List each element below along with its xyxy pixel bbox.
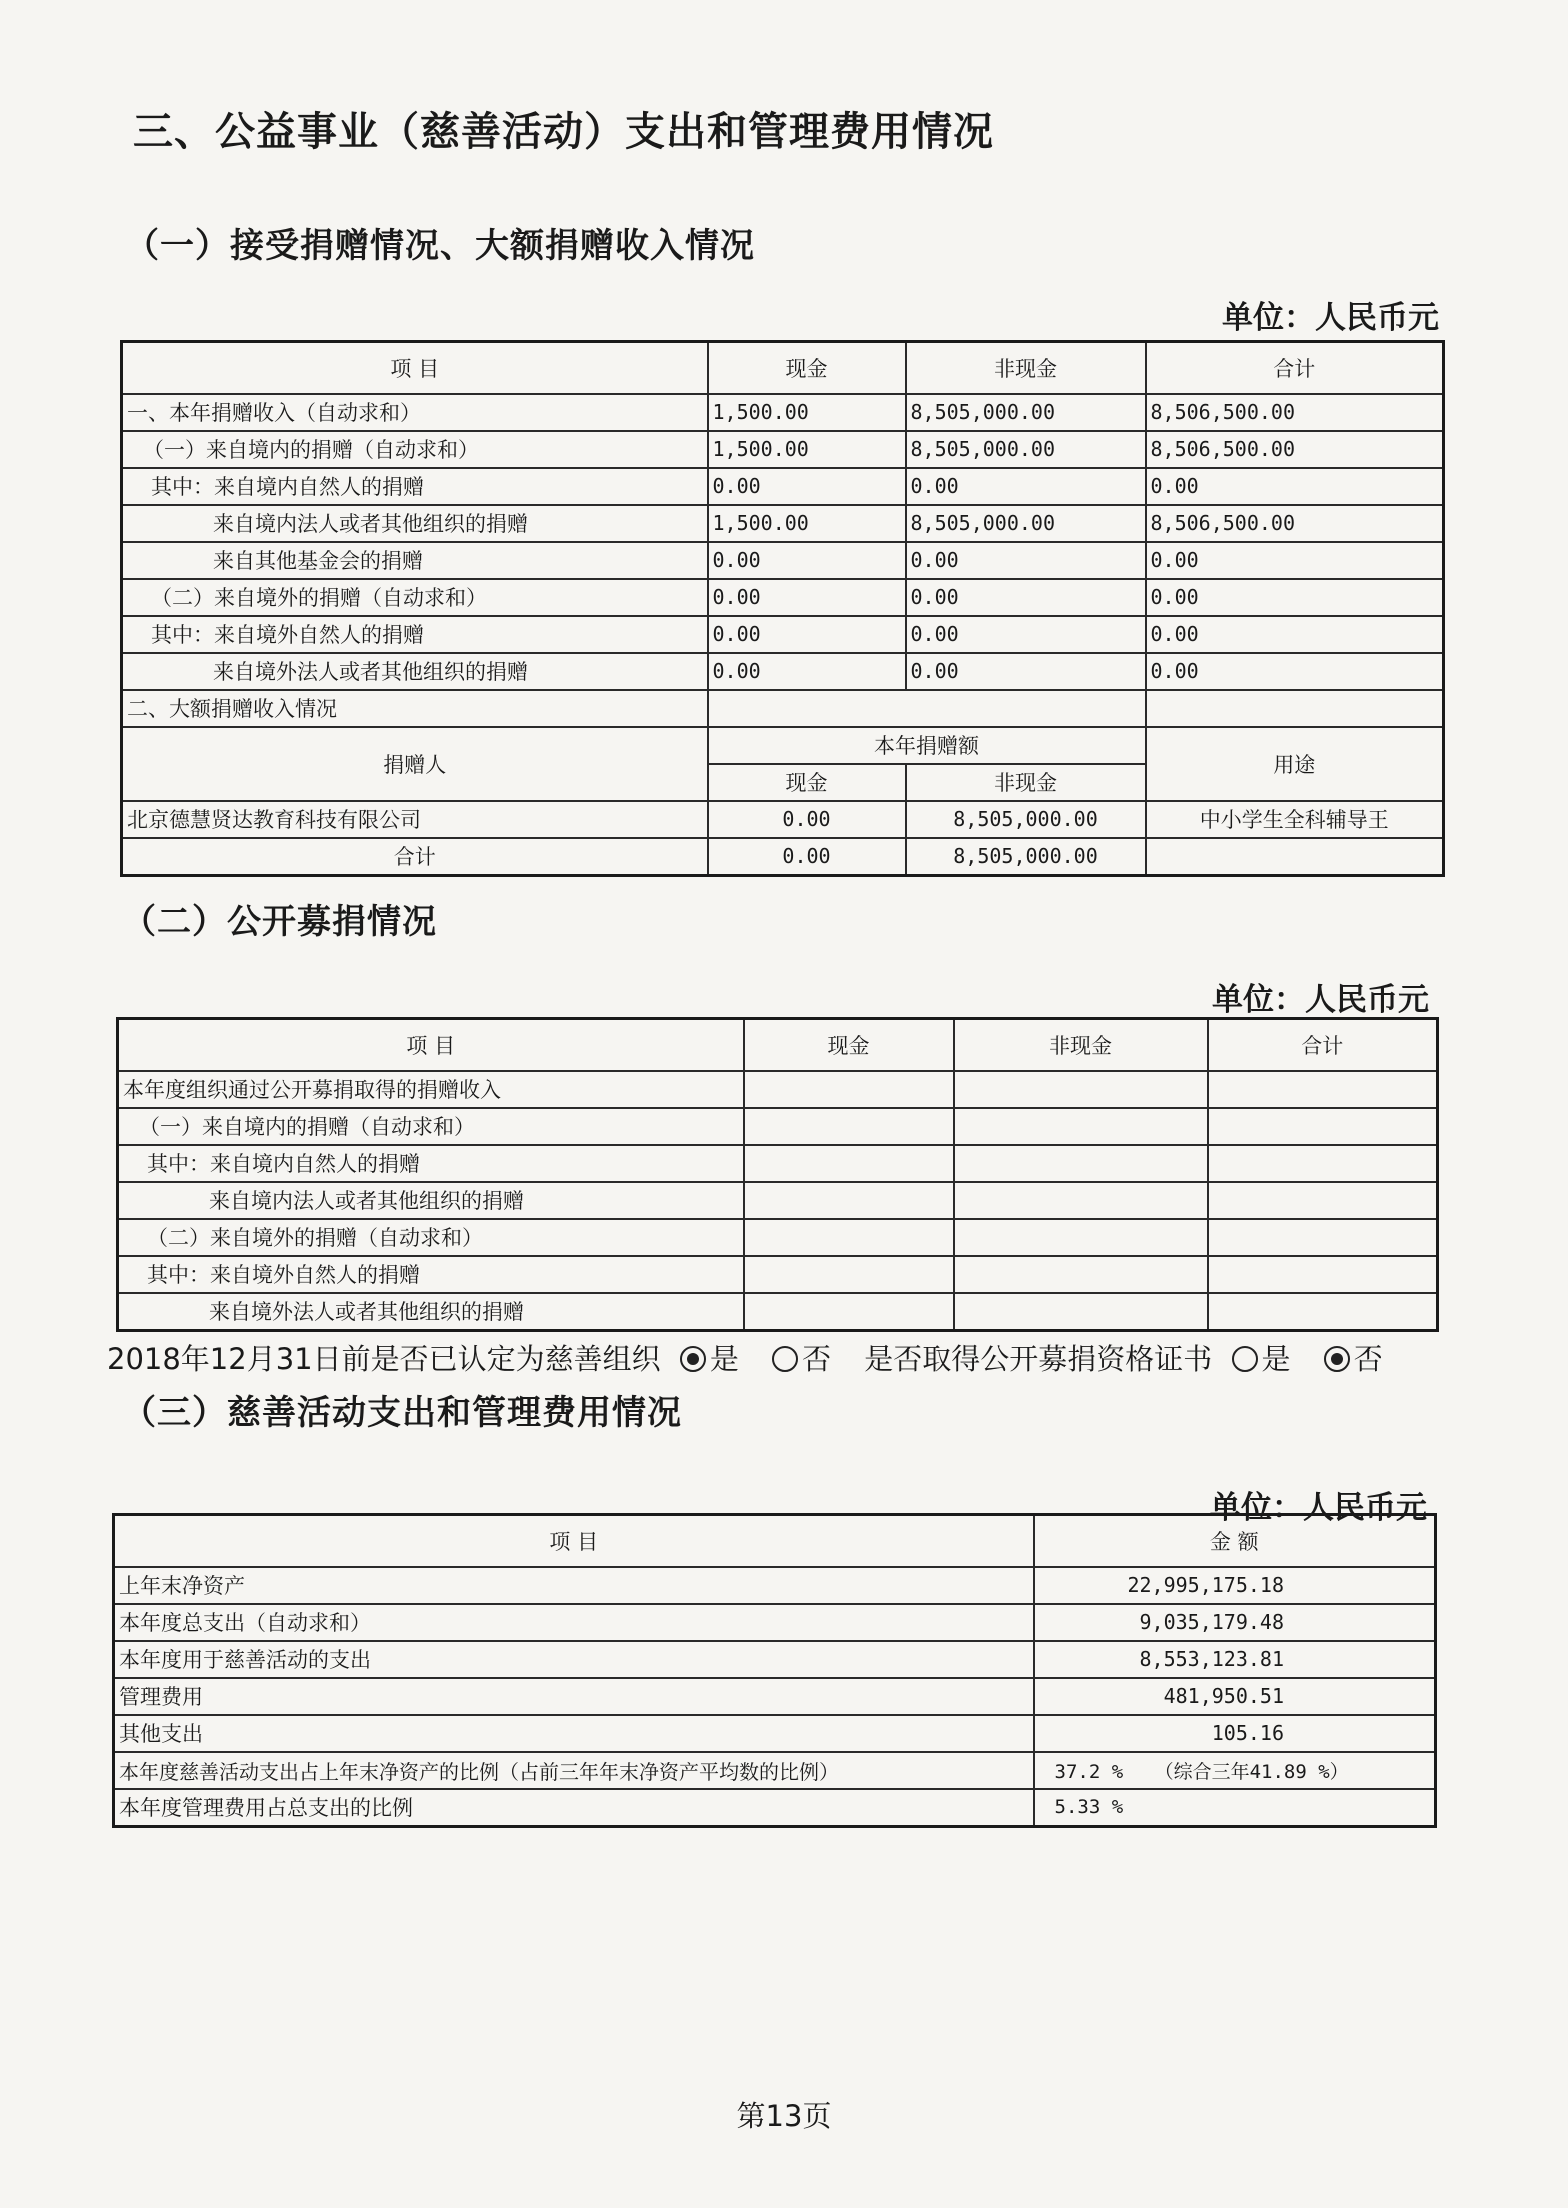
radio-empty-icon [772,1346,798,1372]
table-row [118,1182,1438,1219]
row-label: 本年度组织通过公开募捐取得的捐赠收入 [118,1071,744,1108]
noncash-value: 0.00 [906,542,1146,579]
section3-unit: 单位：人民币元 [1210,1490,1427,1526]
col-header-item: 项 目 [114,1515,1034,1567]
table-row [118,1108,1438,1145]
table-row [122,542,1444,579]
table-row [122,801,1444,838]
col-header-amount: 金 额 [1034,1515,1436,1567]
charity-yes-label: 是 [709,1342,739,1376]
row-label: 来自境外法人或者其他组织的捐赠 [122,653,708,690]
noncash-value: 0.00 [906,579,1146,616]
row-label: （一）来自境内的捐赠（自动求和） [122,431,708,468]
radio-selected-icon [1324,1346,1350,1372]
empty-cell [1146,838,1444,876]
amount-value: 481,950.51 [1034,1678,1436,1715]
donor-header: 捐赠人 [122,727,708,801]
radio-empty-icon [1232,1346,1258,1372]
table-row [122,505,1444,542]
row-label: 来自境内法人或者其他组织的捐赠 [118,1182,744,1219]
ratio1-label: 本年度慈善活动支出占上年末净资产的比例（占前三年年末净资产平均数的比例） [114,1752,1034,1789]
empty-cell [708,690,1146,727]
ratio1-extra: （综合三年41.89 %） [1154,1760,1349,1783]
row-label: 其中：来自境外自然人的捐赠 [118,1256,744,1293]
col-header-total: 合计 [1146,342,1444,394]
certificate-yes-label: 是 [1261,1342,1291,1376]
table-row [118,1256,1438,1293]
donor-noncash: 8,505,000.00 [906,801,1146,838]
row-label: 其他支出 [114,1715,1034,1752]
total-value: 0.00 [1146,579,1444,616]
cash-value: 0.00 [708,616,906,653]
table-row [114,1604,1436,1641]
charity-question: 2018年12月31日前是否已认定为慈善组织 [107,1342,661,1376]
table-row [118,1145,1438,1182]
section2-unit: 单位：人民币元 [1212,982,1429,1018]
amount-value: 9,035,179.48 [1034,1604,1436,1641]
row-label: 来自其他基金会的捐赠 [122,542,708,579]
purpose-header: 用途 [1146,727,1444,801]
row-label: 本年度总支出（自动求和） [114,1604,1034,1641]
table-row [122,653,1444,690]
donor-purpose: 中小学生全科辅导王 [1146,801,1444,838]
certificate-no-label: 否 [1353,1342,1383,1376]
total-value: 0.00 [1146,468,1444,505]
cash-value: 1,500.00 [708,394,906,431]
public-fundraising-table [116,1017,1439,1332]
donor-name: 北京德慧贤达教育科技有限公司 [122,801,708,838]
donor-cash: 0.00 [708,801,906,838]
donation-table [120,340,1445,877]
noncash-value: 0.00 [906,468,1146,505]
row-label: 来自境内法人或者其他组织的捐赠 [122,505,708,542]
table-row [122,690,1444,727]
total-value: 0.00 [1146,616,1444,653]
noncash-value: 0.00 [906,616,1146,653]
total-value: 0.00 [1146,653,1444,690]
row-label: 一、本年捐赠收入（自动求和） [122,394,708,431]
total-value: 8,506,500.00 [1146,431,1444,468]
total-value: 0.00 [1146,542,1444,579]
amount-header: 本年捐赠额 [708,727,1146,764]
ratio2-value: 5.33 % [1034,1789,1436,1827]
table-row [114,1678,1436,1715]
amount-value: 8,553,123.81 [1034,1641,1436,1678]
empty-cell [1146,690,1444,727]
table-row [122,616,1444,653]
amount-value: 22,995,175.18 [1034,1567,1436,1604]
cash-value: 0.00 [708,468,906,505]
table-row [118,1071,1438,1108]
cash-value: 0.00 [708,542,906,579]
table-row [122,394,1444,431]
donor-noncash-header: 非现金 [906,764,1146,801]
expense-table [112,1513,1437,1828]
col-header-noncash: 非现金 [906,342,1146,394]
row-label: 来自境外法人或者其他组织的捐赠 [118,1293,744,1331]
table-row [114,1789,1436,1827]
row-label: 其中：来自境外自然人的捐赠 [122,616,708,653]
table-row [122,468,1444,505]
noncash-value: 0.00 [906,653,1146,690]
cash-value: 0.00 [708,653,906,690]
col-header-noncash: 非现金 [954,1019,1208,1071]
table-row [118,1293,1438,1331]
table-row [122,838,1444,876]
charity-status-line [107,1337,1383,1378]
col-header-total: 合计 [1208,1019,1438,1071]
large-donation-title: 二、大额捐赠收入情况 [122,690,708,727]
section3-title: （三）慈善活动支出和管理费用情况 [122,1393,682,1433]
certificate-question: 是否取得公开募捐资格证书 [864,1342,1213,1376]
table-row [122,431,1444,468]
cash-value: 1,500.00 [708,431,906,468]
total-value: 8,506,500.00 [1146,505,1444,542]
charity-no-label: 否 [802,1342,832,1376]
col-header-item: 项 目 [118,1019,744,1071]
table-row [122,579,1444,616]
cash-value: 0.00 [708,579,906,616]
noncash-value: 8,505,000.00 [906,431,1146,468]
sum-cash: 0.00 [708,838,906,876]
ratio1-value: 37.2 % [1054,1760,1124,1783]
section1-title: （一）接受捐赠情况、大额捐赠收入情况 [125,226,755,266]
section2-title: （二）公开募捐情况 [122,902,437,942]
row-label: （一）来自境内的捐赠（自动求和） [118,1108,744,1145]
col-header-item: 项 目 [122,342,708,394]
row-label: 上年末净资产 [114,1567,1034,1604]
cash-value: 1,500.00 [708,505,906,542]
noncash-value: 8,505,000.00 [906,394,1146,431]
table-row [118,1219,1438,1256]
page-number: 第13页 [736,2099,832,2133]
ratio2-label: 本年度管理费用占总支出的比例 [114,1789,1034,1827]
amount-value: 105.16 [1034,1715,1436,1752]
table-row [114,1567,1436,1604]
table-row [114,1715,1436,1752]
table-row [114,1752,1436,1789]
ratio1-cell [1034,1752,1436,1789]
donor-cash-header: 现金 [708,764,906,801]
row-label: （二）来自境外的捐赠（自动求和） [122,579,708,616]
sum-noncash: 8,505,000.00 [906,838,1146,876]
section1-unit: 单位：人民币元 [1222,300,1439,336]
row-label: （二）来自境外的捐赠（自动求和） [118,1219,744,1256]
col-header-cash: 现金 [708,342,906,394]
total-value: 8,506,500.00 [1146,394,1444,431]
row-label: 本年度用于慈善活动的支出 [114,1641,1034,1678]
page-heading: 三、公益事业（慈善活动）支出和管理费用情况 [133,109,994,155]
row-label: 管理费用 [114,1678,1034,1715]
row-label: 其中：来自境内自然人的捐赠 [118,1145,744,1182]
table-row [114,1641,1436,1678]
sum-label: 合计 [122,838,708,876]
col-header-cash: 现金 [744,1019,954,1071]
row-label: 其中：来自境内自然人的捐赠 [122,468,708,505]
table-row [122,727,1444,764]
noncash-value: 8,505,000.00 [906,505,1146,542]
radio-selected-icon [680,1346,706,1372]
